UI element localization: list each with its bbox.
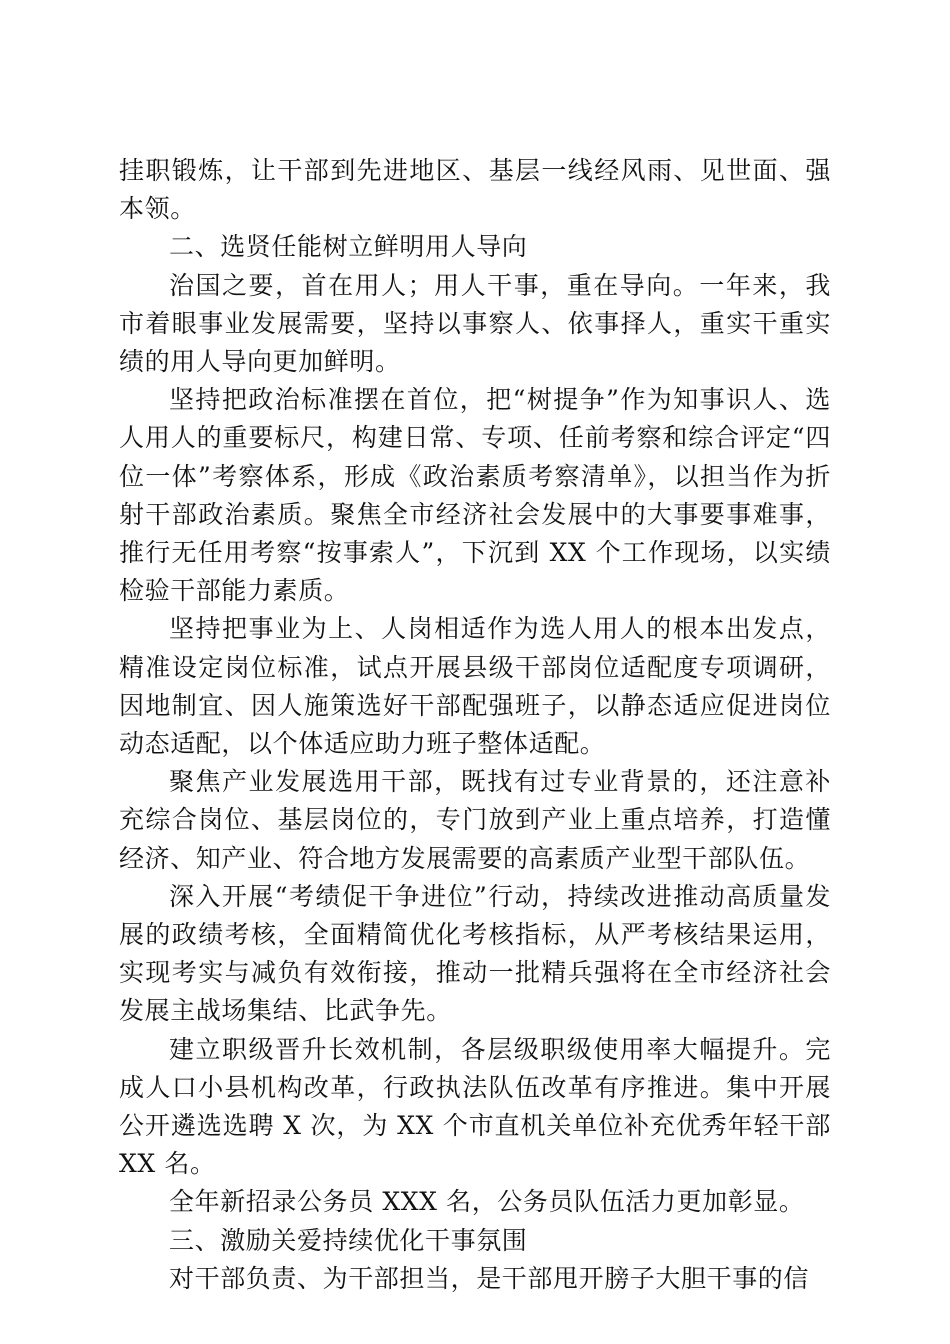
paragraph-continued: 挂职锻炼，让干部到先进地区、基层一线经风雨、见世面、强本领。 <box>119 156 831 224</box>
paragraph: 对干部负责、为干部担当，是干部甩开膀子大胆干事的信 <box>169 1263 810 1293</box>
paragraph: 坚持把政治标准摆在首位，把“树提争”作为知事识人、选人用人的重要标尺，构建日常、专项、任前考察和综合评定“四位一体”考察体系，形成《政治素质考察清单》，以担当作为折射干部政治素质。聚焦全市经济社会发展中的大事要事难事，推行无任用考察“按事索人”，下沉到 XX 个工作现场，以实绩检验干部能力素质。 <box>119 385 831 606</box>
paragraph: 治国之要，首在用人；用人干事，重在导向。一年来，我市着眼事业发展需要，坚持以事察人、依事择人，重实干重实绩的用人导向更加鲜明。 <box>119 270 831 377</box>
document-body <box>119 152 831 1298</box>
paragraph: 聚焦产业发展选用干部，既找有过专业背景的，还注意补充综合岗位、基层岗位的，专门放到产业上重点培养，打造懂经济、知产业、符合地方发展需要的高素质产业型干部队伍。 <box>119 767 831 873</box>
paragraph: 建立职级晋升长效机制，各层级职级使用率大幅提升。完成人口小县机构改革，行政执法队伍改革有序推进。集中开展公开遴选选聘 X 次，为 XX 个市直机关单位补充优秀年轻干部XX 名。 <box>119 1034 831 1179</box>
paragraph: 全年新招录公务员 XXX 名，公务员队伍活力更加彰显。 <box>169 1187 805 1217</box>
section-heading-2: 二、选贤任能树立鲜明用人导向 <box>169 232 528 262</box>
paragraph: 坚持把事业为上、人岗相适作为选人用人的根本出发点，精准设定岗位标准，试点开展县级干部岗位适配度专项调研，因地制宜、因人施策选好干部配强班子，以静态适应促进岗位动态适配，以个体适应助力班子整体适配。 <box>119 614 831 759</box>
section-heading-3: 三、激励关爱持续优化干事氛围 <box>169 1225 528 1255</box>
paragraph: 深入开展“考绩促干争进位”行动，持续改进推动高质量发展的政绩考核，全面精简优化考核指标，从严考核结果运用，实现考实与减负有效衔接，推动一批精兵强将在全市经济社会发展主战场集结、比武争先。 <box>119 881 831 1026</box>
